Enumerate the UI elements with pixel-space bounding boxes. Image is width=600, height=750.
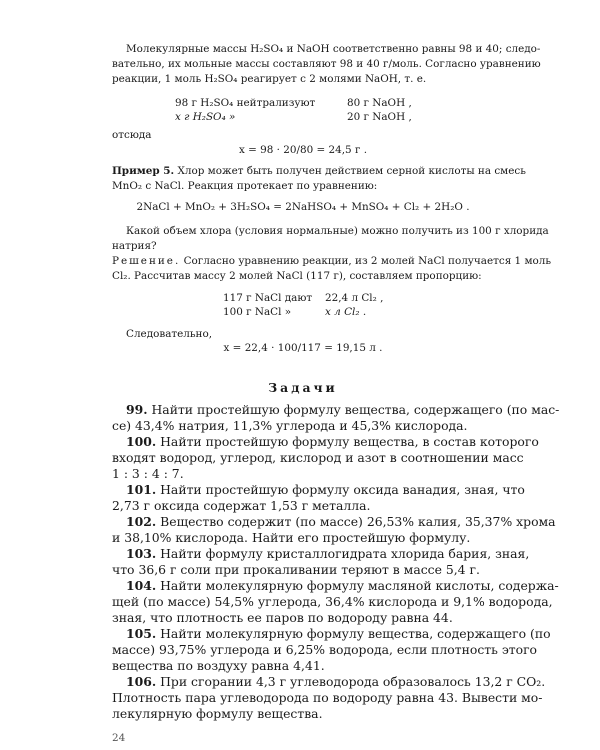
connector-text: отсюда — [112, 129, 152, 141]
task-text: лекулярную формулу вещества. — [112, 706, 323, 721]
task-text: Найти формулу кристаллогидрата хлорида бария, зная, — [156, 546, 530, 561]
task-item-103 — [112, 546, 530, 562]
question-line: Какой объем хлора (условия нормальные) можно получить из 100 г хлорида — [126, 225, 549, 237]
example-text: Хлор может быть получен действием серной кислоты на смесь — [174, 165, 526, 177]
result-formula: x = 22,4 · 100/117 = 19,15 л . — [223, 342, 383, 354]
task-number: 105. — [126, 626, 157, 641]
proportion-row-left: 100 г NaCl » — [223, 306, 292, 318]
task-text: Найти простейшую формулу оксида ванадия, зная, что — [156, 482, 525, 497]
task-text: зная, что плотность ее паров по водороду равна 44. — [112, 610, 453, 625]
task-text: Найти молекулярную формулу масляной кислоты, содержа- — [156, 578, 559, 593]
example-label: Пример 5. — [112, 165, 175, 177]
task-number: 102. — [126, 514, 157, 529]
task-text: се) 43,4% натрия, 11,3% углерода и 45,3% кислорода. — [112, 418, 468, 433]
proportion-row-left: x г H₂SO₄ » — [175, 111, 236, 123]
task-text: Вещество содержит (по массе) 26,53% калия, 35,37% хрома — [156, 514, 556, 529]
task-text: 1 : 3 : 4 : 7. — [112, 466, 184, 481]
solution-text: Cl₂. Рассчитав массу 2 молей NaCl (117 г), составляем пропорцию: — [112, 270, 482, 282]
task-number: 106. — [126, 674, 157, 689]
task-text: щей (по массе) 54,5% углерода, 36,4% кислорода и 9,1% водорода, — [112, 594, 553, 609]
task-text: массе) 93,75% углерода и 6,25% водорода, если плотность этого — [112, 642, 538, 657]
proportion-row-right: 22,4 л Cl₂ , — [325, 292, 384, 304]
proportion-row-left: 117 г NaCl дают — [223, 292, 313, 304]
task-text: и 38,10% кислорода. Найти его простейшую формулу. — [112, 530, 471, 545]
task-text: 2,73 г оксида содержат 1,53 г металла. — [112, 498, 371, 513]
task-item-106 — [112, 674, 546, 690]
section-heading: Задачи — [268, 380, 338, 395]
task-text: При сгорании 4,3 г углеводорода образовалось 13,2 г CO₂. — [156, 674, 546, 689]
reaction-equation: 2NaCl + MnO₂ + 3H₂SO₄ = 2NaHSO₄ + MnSO₄ + Cl₂ + 2H₂O . — [136, 201, 470, 213]
task-item-99 — [112, 402, 560, 418]
task-number: 104. — [126, 578, 157, 593]
intro-line: реакции, 1 моль H₂SO₄ реагирует с 2 молями NaOH, т. е. — [112, 73, 427, 85]
task-item-101 — [112, 482, 525, 498]
result-formula: x = 98 · 20/80 = 24,5 г . — [238, 144, 368, 156]
connector-text: Следовательно, — [126, 328, 213, 340]
task-number: 103. — [126, 546, 157, 561]
intro-line: вательно, их мольные массы составляют 98 и 40 г/моль. Согласно уравнению — [112, 58, 541, 70]
task-number: 100. — [126, 434, 157, 449]
task-text: Найти молекулярную формулу вещества, содержащего (по — [156, 626, 551, 641]
task-item-105 — [112, 626, 551, 642]
proportion-row-right: 20 г NaOH , — [347, 111, 412, 123]
task-text: Найти простейшую формулу вещества, в состав которого — [156, 434, 539, 449]
example-text: MnO₂ с NaCl. Реакция протекает по уравнению: — [112, 180, 378, 192]
proportion-row-left: 98 г H₂SO₄ нейтрализуют — [175, 97, 316, 109]
task-text: вещества по воздуху равна 4,41. — [112, 658, 325, 673]
task-text: Найти простейшую формулу вещества, содержащего (по мас- — [147, 402, 560, 417]
task-text: что 36,6 г соли при прокаливании теряют в массе 5,4 г. — [112, 562, 480, 577]
task-item-102 — [112, 514, 556, 530]
task-item-104 — [112, 578, 559, 594]
proportion-row-right: x л Cl₂ . — [325, 306, 367, 318]
intro-line: Молекулярные массы H₂SO₄ и NaOH соответственно равны 98 и 40; следо- — [126, 43, 541, 55]
task-item-100 — [112, 434, 539, 450]
page-number: 24 — [112, 732, 126, 744]
proportion-row-right: 80 г NaOH , — [347, 97, 412, 109]
task-number: 101. — [126, 482, 157, 497]
solution-label: Решение. — [112, 255, 181, 267]
task-text: Плотность пара углеводорода по водороду равна 43. Вывести мо- — [112, 690, 543, 705]
question-line: натрия? — [112, 240, 157, 252]
task-text: входят водород, углерод, кислород и азот в соотношении масс — [112, 450, 524, 465]
task-number: 99. — [126, 402, 148, 417]
solution-text: Согласно уравнению реакции, из 2 молей NaCl получается 1 моль — [180, 255, 552, 267]
